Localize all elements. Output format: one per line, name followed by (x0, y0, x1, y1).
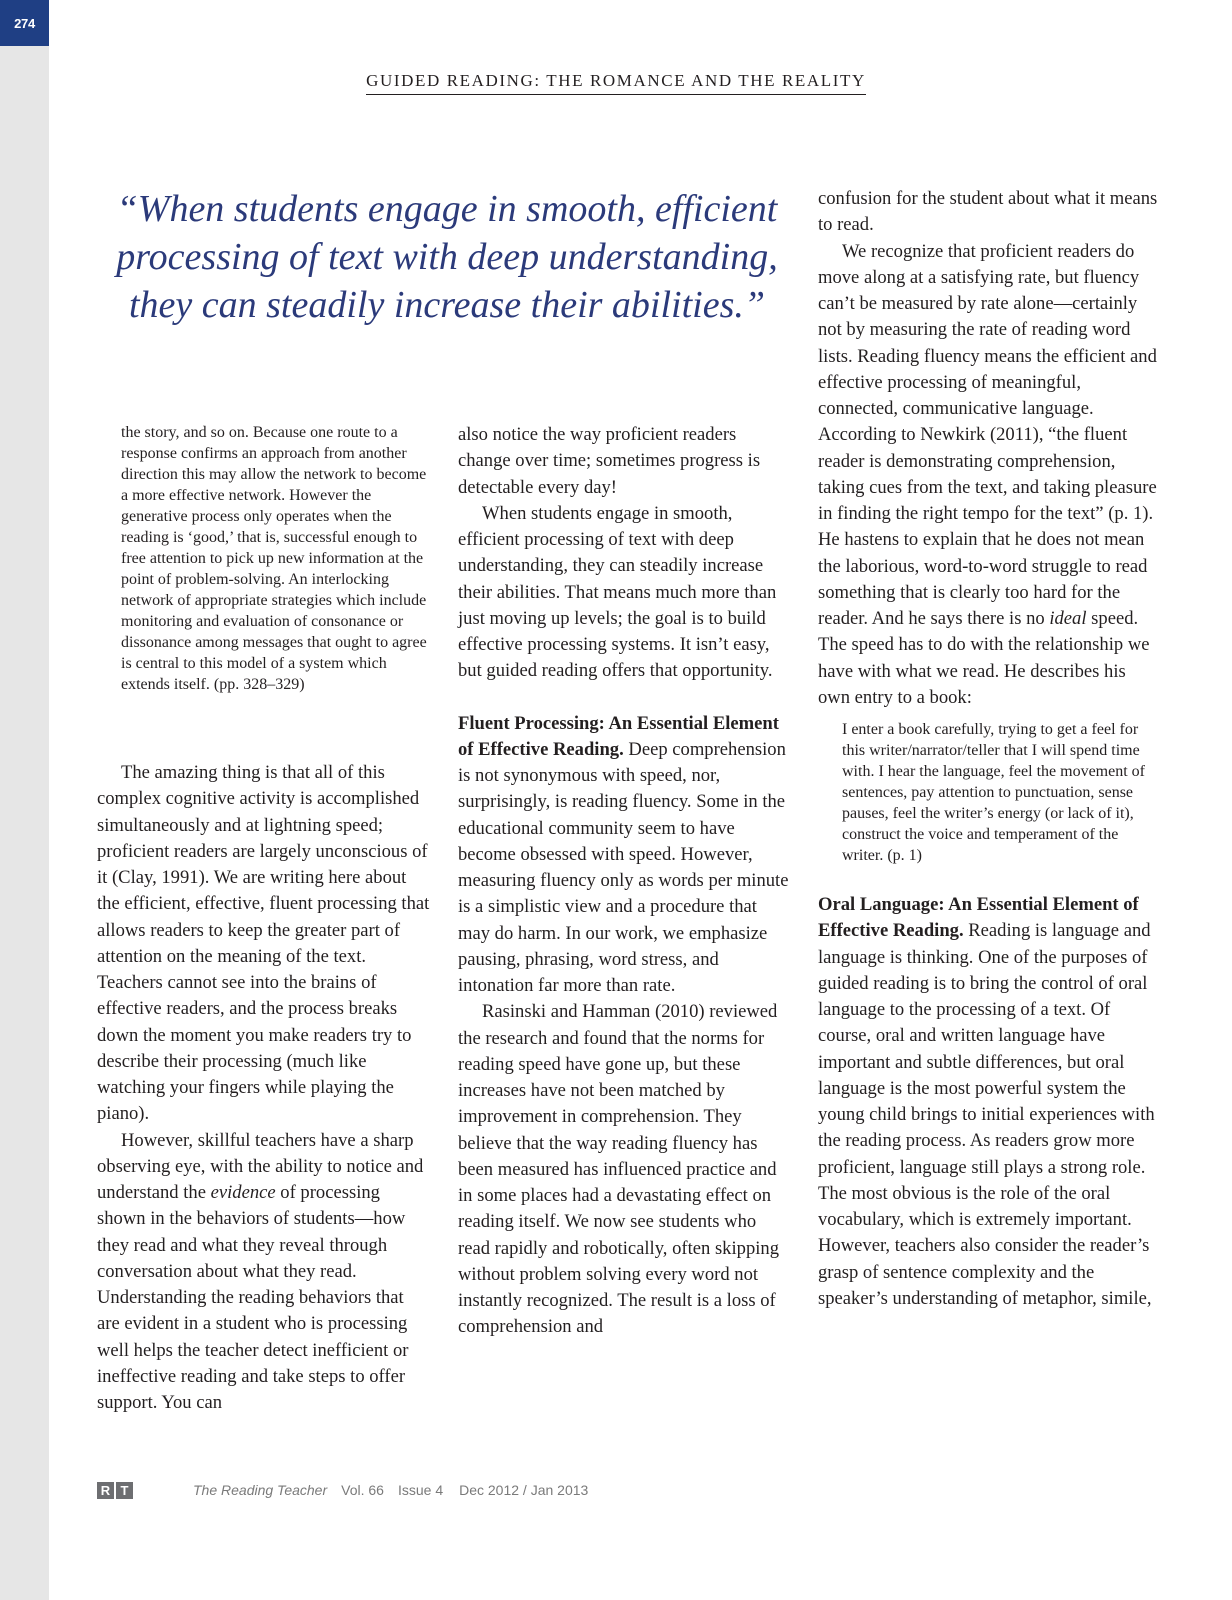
text-run: Reading is language and language is thinking. One of the purposes of guided reading is to bring the control of oral language to the processing of a text. Of course, oral and written language have important and subtle differences, but oral language is the most powerful system the young child brings to initial experiences with the reading process. As readers grow more proficient, language still plays a strong role. The most obvious is the role of the oral vocabulary, which is extremely important. However, teachers also consider the reader’s grasp of sentence complexity and the speaker’s understanding of metaphor, simile, (818, 920, 1155, 1309)
col3-block-quote: I enter a book carefully, trying to get a feel for this writer/narrator/teller that I will spend time with. I hear the language, feel the movement of sentences, pay attention to punctuation, sense pauses, feel the writer’s energy (or lack of it), construct the voice and temperament of the writer. (p. 1) (842, 721, 1145, 864)
text-run: We recognize that proficient readers do move along at a satisfying rate, but fluency can’t be measured by rate alone—certainly not by measuring the rate of reading word lists. Reading fluency means the efficient and effective processing of meaningful, connected, communicative language. According to Newkirk (2011), “the fluent reader is demonstrating comprehension, taking cues from the text, and taking pleasure in finding the right tempo for the text” (p. 1). He hastens to explain that he does not mean the laborious, word-to-word struggle to read something that is clearly too hard for the reader. And he says there is no (818, 240, 1157, 629)
pull-quote: “When students engage in smooth, efficient processing of text with deep understanding, they can steadily increase their abilities.” (116, 188, 778, 326)
paragraph: When students engage in smooth, efficient processing of text with deep understanding, they can steadily increase their abilities. That means much more than just moving up levels; the goal is to build effective processing systems. It isn’t easy, but guided reading offers that opportunity. (458, 502, 777, 682)
page-number: 274 (0, 0, 49, 46)
paragraph (97, 1128, 431, 1417)
block-quote-text: the story, and so on. Because one route to a response confirms an approach from another direction this may allow the network to become a more effective network. However the generative process only operates when the reading is ‘good,’ that is, successful enough to free attention to pick up new information at the point of problem-solving. An interlocking network of appropriate strategies which include monitoring and evaluation of consonance or dissonance among messages that ought to agree is central to this model of a system which extends itself. (pp. 328–329) (121, 424, 427, 693)
logo-letter-t: T (116, 1482, 133, 1499)
column-3 (818, 186, 1158, 1312)
text-run: However, skillful teachers have a sharp observing eye, with the ability to notice and understand the (97, 1129, 424, 1203)
paragraph: Rasinski and Hamman (2010) reviewed the research and found that the norms for reading speed have gone up, but these increases have not been matched by improvement in comprehension. They believe that the way reading fluency has been measured has influenced practice and in some places had a devastating effect on reading itself. We now see students who read rapidly and robotically, often skipping without problem solving every word not instantly recognized. The result is a loss of comprehension and (458, 1001, 779, 1338)
paragraph: also notice the way proficient readers change over time; sometimes progress is detectable every day! (458, 424, 761, 498)
rt-logo (97, 1482, 133, 1499)
paragraph: confusion for the student about what it means to read. (818, 188, 1158, 236)
journal-issue: Issue 4 (397, 1482, 444, 1498)
section-heading: Oral Language: An Essential Element of Effective Reading. (818, 894, 1139, 942)
column-2 (458, 422, 792, 1341)
text-run: Deep comprehension is not synonymous with speed, nor, surprisingly, is reading fluency. Some in the educational community seem to have become obsessed with speed. However, measuring fluency only as words per minute is a simplistic view and a procedure that may do harm. In our work, we emphasize pausing, phrasing, word stress, and intonation far more than rate. (458, 738, 789, 996)
journal-date: Dec 2012 / Jan 2013 (459, 1482, 589, 1498)
footer (97, 1477, 588, 1503)
column-1 (97, 760, 431, 1416)
col1-block-quote (121, 422, 431, 695)
journal-title: The Reading Teacher (193, 1482, 328, 1498)
logo-letter-r: R (97, 1482, 114, 1499)
page-margin-strip (0, 0, 49, 1600)
running-head-text: GUIDED READING: THE ROMANCE AND THE REALITY (366, 71, 866, 95)
emphasis: ideal (1049, 608, 1087, 629)
paragraph (818, 239, 1158, 712)
running-head (0, 71, 1232, 95)
section-paragraph (818, 892, 1158, 1312)
section-paragraph (458, 711, 792, 1000)
text-run: of processing shown in the behaviors of students—how they read and what they reveal through conversation about what they read. Understanding the reading behaviors that are evident in a student who is processing well helps the teacher detect inefficient or ineffective reading and take steps to offer support. You can (97, 1182, 409, 1413)
text-run: speed. The speed has to do with the relationship we have with what we read. He describes his own entry to a book: (818, 608, 1150, 708)
journal-volume: Vol. 66 (341, 1482, 384, 1498)
paragraph: The amazing thing is that all of this complex cognitive activity is accomplished simultaneously and at lightning speed; proficient readers are largely unconscious of it (Clay, 1991). We are writing here about the efficient, effective, fluent processing that allows readers to keep the greater part of attention on the meaning of the text. Teachers cannot see into the brains of effective readers, and the process breaks down the moment you make readers try to describe their processing (much like watching your fingers while playing the piano). (97, 762, 430, 1125)
section-heading: Fluent Processing: An Essential Element of Effective Reading. (458, 712, 779, 760)
emphasis: evidence (210, 1182, 276, 1203)
